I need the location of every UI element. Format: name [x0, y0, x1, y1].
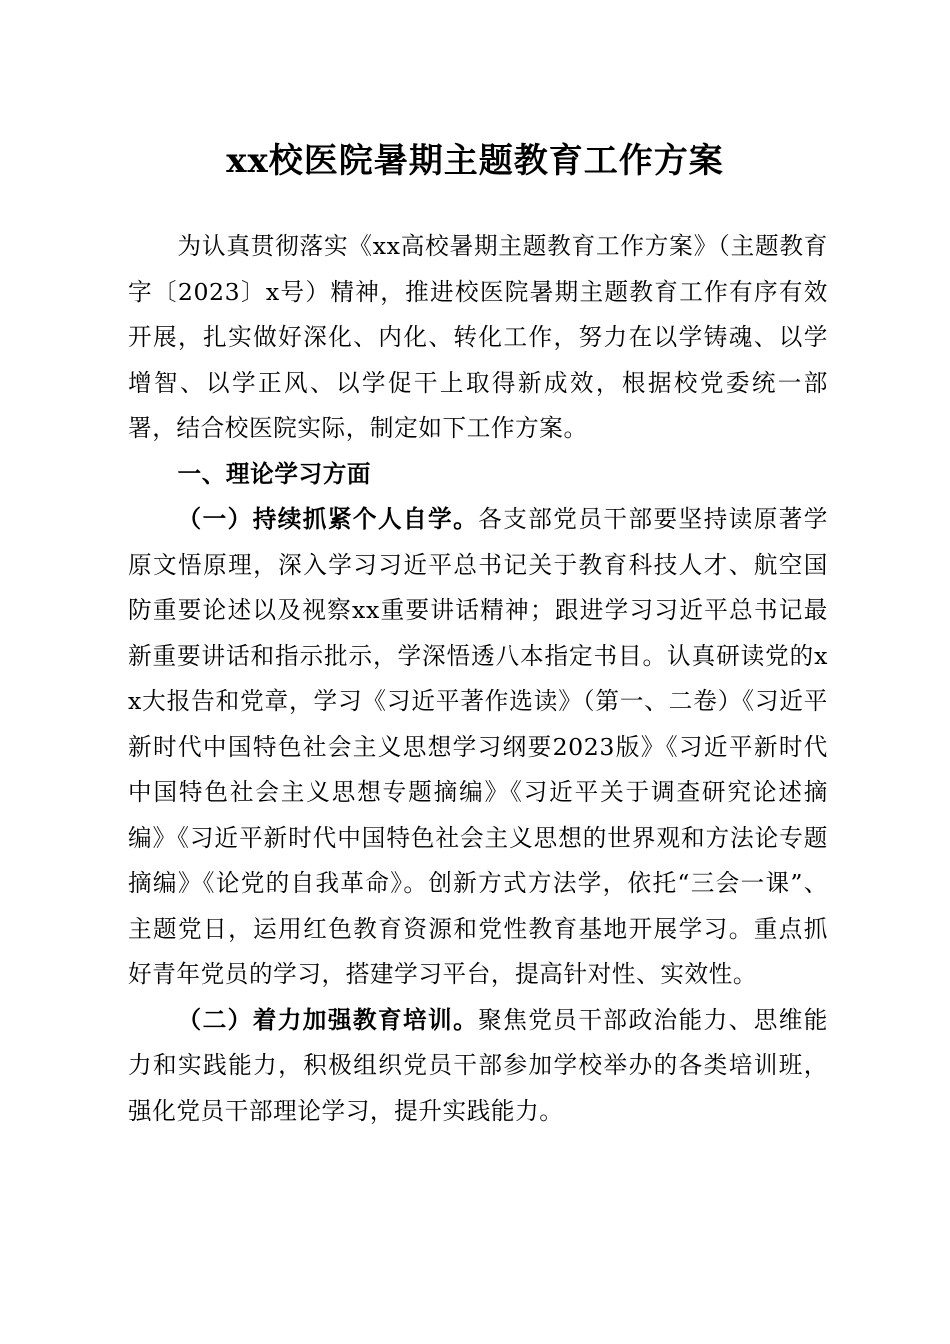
intro-paragraph: 为认真贯彻落实《xx高校暑期主题教育工作方案》（主题教育字〔2023〕x号）精神，推进校医院暑期主题教育工作有序有效开展，扎实做好深化、内化、转化工作，努力在以学铸魂、以学增智、以学正风、以学促干上取得新成效，根据校党委统一部署，结合校医院实际，制定如下工作方案。	[128, 232, 828, 442]
item-paragraph-self-study	[128, 497, 828, 998]
document-body	[128, 224, 828, 1134]
item-heading-self-study: （一）持续抓紧个人自学。	[177, 505, 479, 533]
section-heading-theory-study: 一、理论学习方面	[177, 459, 372, 488]
item-text-self-study: 各支部党员干部要坚持读原著学原文悟原理，深入学习习近平总书记关于教育科技人才、航空国防重要论述以及视察xx重要讲话精神；跟进学习习近平总书记最新重要讲话和指示批示，学深悟透八本指定书目。认真研读党的xx大报告和党章，学习《习近平著作选读》（第一、二卷）《习近平新时代中国特色社会主义思想学习纲要2023版》《习近平新时代中国特色社会主义思想专题摘编》《习近平关于调查研究论述摘编》《习近平新时代中国特色社会主义思想的世界观和方法论专题摘编》《论党的自我革命》。创新方式方法学，依托“三会一课”、主题党日，运用红色教育资源和党性教育基地开展学习。重点抓好青年党员的学习，搭建学习平台，提高针对性、实效性。	[128, 505, 828, 988]
item-heading-training: （二）着力加强教育培训。	[177, 1005, 479, 1034]
item-text-training: 聚焦党员干部政治能力、思维能力和实践能力，积极组织党员干部参加学校举办的各类培训班，强化党员干部理论学习，提升实践能力。	[128, 1005, 828, 1125]
document-title: xx校医院暑期主题教育工作方案	[226, 141, 724, 181]
item-paragraph-training	[128, 998, 828, 1135]
